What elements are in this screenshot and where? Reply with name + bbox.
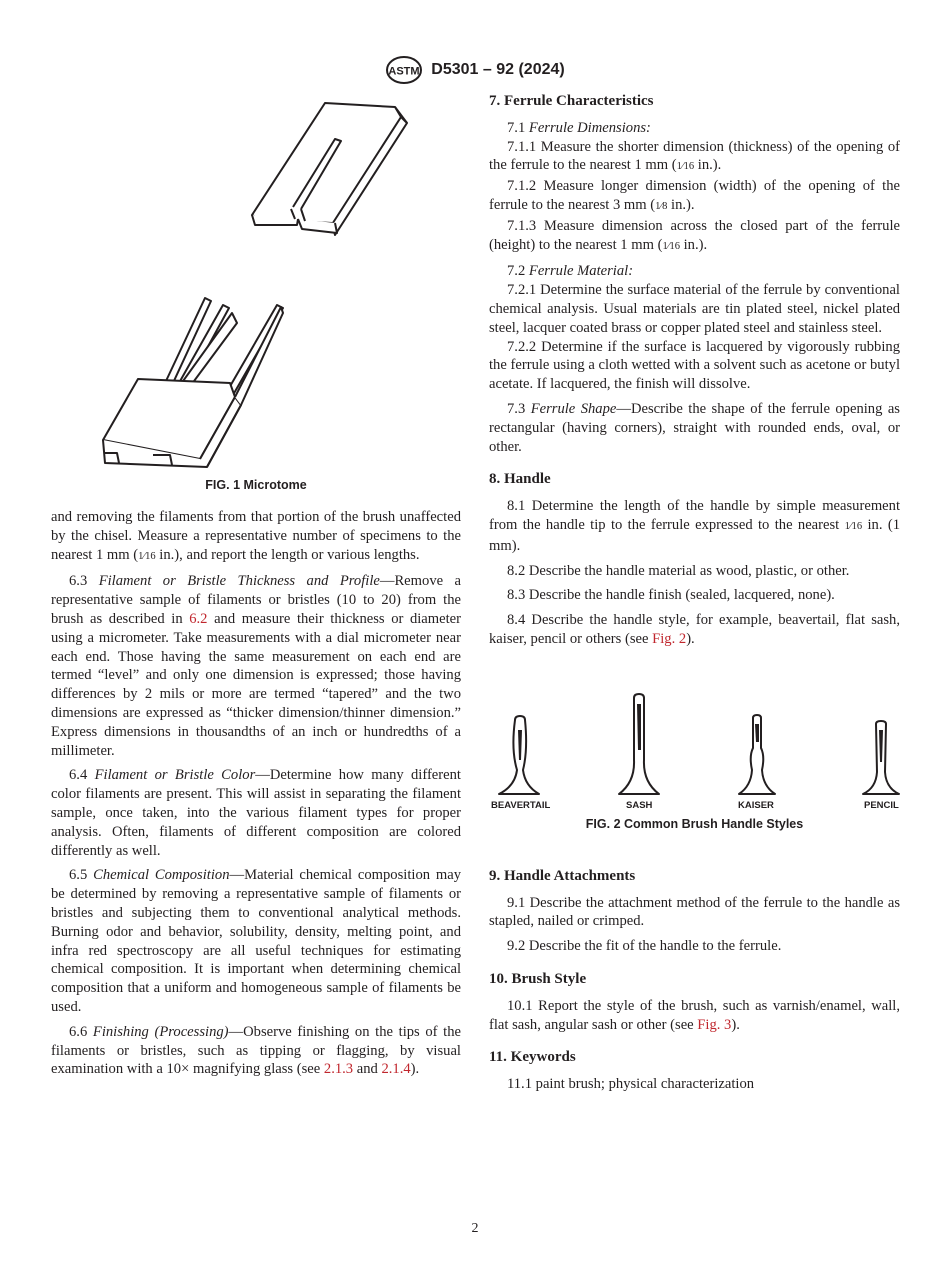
paragraph-6-6: 6.6 Finishing (Processing)—Observe finishing on the tips of the filaments or bristles, such as tipping or flagging, by visual examination with a 10× magnifying glass (see 2.1.3 and 2.1.4). [51,1023,462,1078]
paragraph-10-1: 10.1 Report the style of the brush, such as varnish/enamel, wall, flat sash, angular sash or other (see Fig. 3). [489,997,900,1033]
section-9-heading: 9. Handle Attachments [489,867,636,884]
standard-designation: D5301 – 92 (2024) [431,61,565,78]
paragraph-9-2: 9.2 Describe the fit of the handle to the ferrule. [507,938,782,955]
left-column [51,508,461,1085]
paragraph-8-2: 8.2 Describe the handle material as wood, plastic, or other. [507,562,850,579]
page-header [0,56,950,84]
ref-2-1-4-link[interactable]: 2.1.4 [381,1061,411,1078]
ref-fig-2-link[interactable]: Fig. 2 [652,630,687,647]
kaiser-label: KAISER [738,800,774,811]
ref-6-2-link[interactable]: 6.2 [189,610,208,627]
paragraph-6-2-continued: and removing the filaments from that portion of the brush unaffected by the chisel. Measure a representative number of specimens to the nearest 1 mm (1⁄16 in.), and report the length or various lengths. [51,509,461,563]
sash-label: SASH [626,800,653,811]
paragraph-7-1: 7.1 Ferrule Dimensions: [507,119,651,136]
section-8-heading: 8. Handle [489,471,551,488]
paragraph-7-1-2: 7.1.2 Measure longer dimension (width) of the opening of the ferrule to the nearest 3 mm (1⁄8 in.). [489,178,900,213]
figure-2-handles-drawing [489,690,900,802]
section-11-heading: 11. Keywords [489,1049,576,1066]
beavertail-label: BEAVERTAIL [491,800,551,811]
paragraph-11-1: 11.1 paint brush; physical characterization [507,1076,755,1093]
paragraph-8-4: 8.4 Describe the handle style, for example, beavertail, flat sash, kaiser, pencil or others (see Fig. 2). [489,612,900,647]
section-7-heading: 7. Ferrule Characteristics [489,93,654,109]
paragraph-6-3: 6.3 Filament or Bristle Thickness and Profile—Remove a representative sample of filaments or bristles (10 to 20) from the brush as described in 6.2 and measure their thickness or diameter using a micrometer. Take measurements with a dial micrometer near each end. Those having the same measurement on each end are termed “level” and only one dimension is expressed; those having differences by 2 mils or more are termed “tapered” and the two dimensions are expressed as “thicker dimension/thinner dimension.” Express dimensions in thousandths of an inch or hundredths of a millimeter. [51,573,461,759]
astm-logo-text: ASTM [388,65,420,78]
ref-2-1-3-link[interactable]: 2.1.3 [323,1061,354,1078]
paragraph-7-2: 7.2 Ferrule Material: [507,263,634,280]
right-column [489,92,900,1100]
paragraph-7-3: 7.3 Ferrule Shape—Describe the shape of the ferrule opening as rectangular (having corners), straight with rounded ends, oval, or other. [489,400,900,455]
paragraph-7-2-1: 7.2.1 Determine the surface material of the ferrule by conventional chemical analysis. Usual materials are tin plated steel, nickel plated steel, lacquer coated brass or copper plated steel and stainless steel. [489,282,900,336]
paragraph-7-2-2: 7.2.2 Determine if the surface is lacquered by vigorously rubbing the ferrule using a cloth wetted with a solvent such as acetone or butyl acetate. If lacquered, the finish will dissolve. [489,338,900,393]
section-10-heading: 10. Brush Style [489,970,587,987]
ref-fig-3-link[interactable]: Fig. 3 [697,1016,732,1033]
figure-2-caption: FIG. 2 Common Brush Handle Styles [585,817,804,831]
paragraph-7-1-3: 7.1.3 Measure dimension across the closed part of the ferrule (height) to the nearest 1 mm (1⁄16 in.). [489,217,900,253]
paragraph-7-1-1: 7.1.1 Measure the shorter dimension (thickness) of the opening of the ferrule to the nearest 1 mm (1⁄16 in.). [489,138,900,174]
astm-logo-icon [385,56,423,84]
paragraph-9-1: 9.1 Describe the attachment method of the ferrule to the handle as stapled, nailed or crimped. [489,894,900,930]
paragraph-6-5: 6.5 Chemical Composition—Material chemical composition may be determined by removing a representative sample of filaments or bristles and subjecting them to conventional analytical methods. Burning odor and behavior, solubility, density, melting point, and infra red spectroscopy are all useful techniques for estimating chemical composition. It is important when determining chemical composition that a uniform and homogeneous sample of filaments be used. [51,867,462,1015]
figure-1-microtome-drawing [95,95,425,475]
pencil-label: PENCIL [864,800,899,811]
paragraph-8-1: 8.1 Determine the length of the handle by simple measurement from the handle tip to the ferrule expressed to the nearest 1⁄16 in. (1 mm). [489,498,900,554]
paragraph-8-3: 8.3 Describe the handle finish (sealed, lacquered, none). [507,587,835,604]
paragraph-6-4: 6.4 Filament or Bristle Color—Determine how many different color filaments are present. This will assist in separating the filament sample, once taken, into the various filament types for proper analysis. Often, filaments of different composition are colored differently as well. [51,767,461,859]
page-number: 2 [471,1221,479,1236]
figure-1-caption: FIG. 1 Microtome [205,478,307,492]
